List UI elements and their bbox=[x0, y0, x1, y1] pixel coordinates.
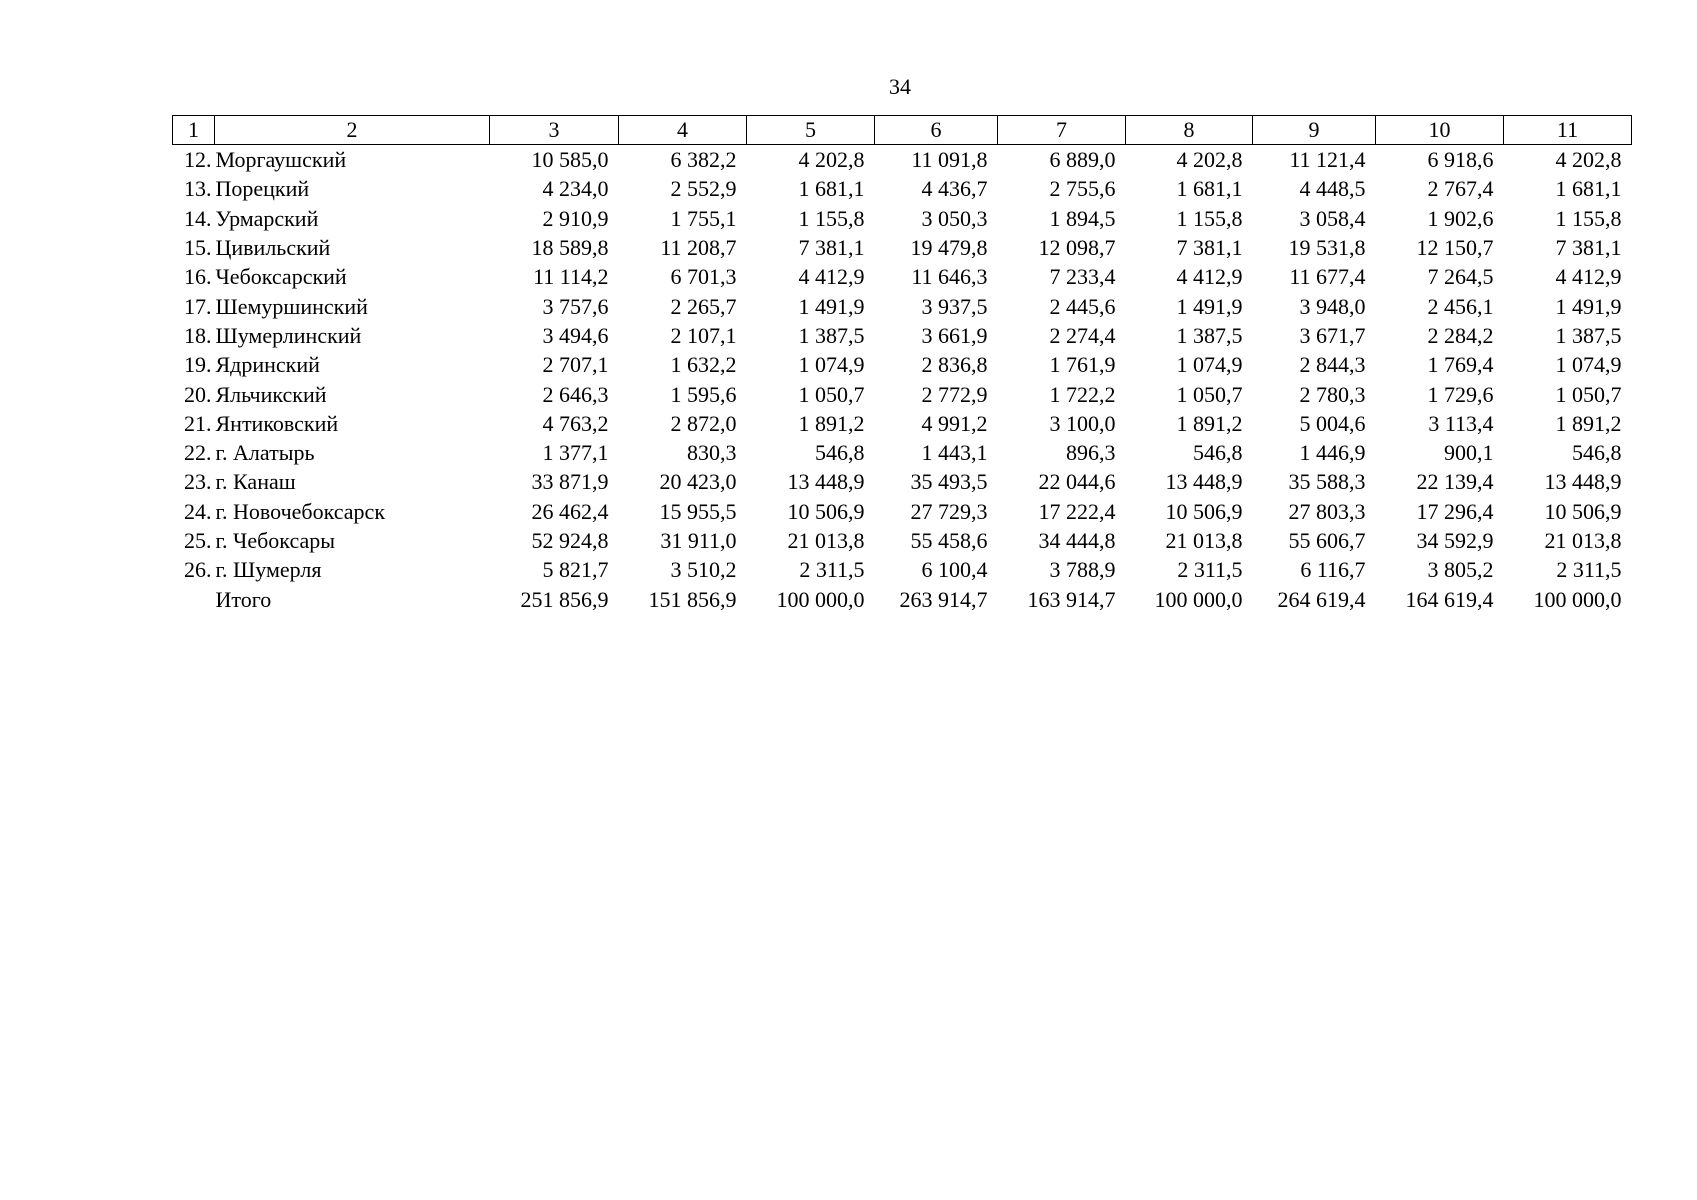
data-table bbox=[172, 115, 1632, 614]
value-cell: 100 000,0 bbox=[776, 586, 865, 612]
table-row bbox=[173, 467, 1632, 496]
value-cell: 1 891,2 bbox=[798, 410, 865, 436]
value-cell: 4 202,8 bbox=[1176, 147, 1243, 173]
value-cell: 3 510,2 bbox=[670, 557, 737, 583]
row-name: Янтиковский bbox=[215, 410, 339, 436]
table-row bbox=[173, 438, 1632, 467]
value-cell: 22 139,4 bbox=[1416, 469, 1494, 495]
value-cell: 2 311,5 bbox=[799, 557, 865, 583]
value-cell: 1 446,9 bbox=[1299, 440, 1366, 466]
row-number: 18. bbox=[184, 322, 212, 348]
value-cell: 2 265,7 bbox=[670, 293, 737, 319]
value-cell: 21 013,8 bbox=[1544, 528, 1622, 553]
header-cell: 3 bbox=[490, 116, 619, 145]
table-body bbox=[173, 145, 1632, 614]
table-row bbox=[173, 233, 1632, 262]
value-cell: 164 619,4 bbox=[1405, 586, 1494, 612]
value-cell: 1 681,1 bbox=[1555, 176, 1622, 202]
value-cell: 1 155,8 bbox=[1555, 205, 1622, 231]
value-cell: 2 872,0 bbox=[670, 410, 737, 436]
value-cell: 12 150,7 bbox=[1416, 235, 1494, 261]
value-cell: 26 462,4 bbox=[531, 498, 609, 524]
value-cell: 1 902,6 bbox=[1427, 205, 1494, 231]
header-cell: 6 bbox=[875, 116, 998, 145]
value-cell: 34 444,8 bbox=[1038, 528, 1116, 553]
row-name: Порецкий bbox=[215, 176, 310, 202]
row-name: Яльчикский bbox=[215, 381, 327, 407]
page-number: 34 bbox=[889, 74, 911, 99]
value-cell: 151 856,9 bbox=[648, 586, 737, 612]
value-cell: 7 381,1 bbox=[1176, 235, 1243, 261]
row-name: Итого bbox=[215, 586, 272, 612]
value-cell: 12 098,7 bbox=[1038, 235, 1116, 261]
value-cell: 1 074,9 bbox=[798, 352, 865, 378]
row-name: Ядринский bbox=[215, 352, 320, 378]
row-number: 12. bbox=[184, 147, 212, 173]
value-cell: 896,3 bbox=[1066, 440, 1116, 466]
value-cell: 11 208,7 bbox=[660, 235, 737, 261]
value-cell: 27 729,3 bbox=[910, 498, 988, 524]
table-row bbox=[173, 379, 1632, 408]
value-cell: 3 805,2 bbox=[1427, 557, 1494, 583]
table-row bbox=[173, 145, 1632, 175]
value-cell: 6 100,4 bbox=[921, 557, 988, 583]
value-cell: 20 423,0 bbox=[659, 469, 737, 495]
table-row bbox=[173, 555, 1632, 584]
value-cell: 2 910,9 bbox=[542, 205, 609, 231]
value-cell: 1 387,5 bbox=[1555, 322, 1622, 348]
value-cell: 1 681,1 bbox=[798, 176, 865, 202]
value-cell: 1 377,1 bbox=[542, 440, 609, 466]
value-cell: 1 722,2 bbox=[1049, 381, 1116, 407]
value-cell: 2 707,1 bbox=[542, 352, 609, 378]
row-name: Цивильский bbox=[215, 235, 331, 261]
header-cell: 1 bbox=[173, 116, 215, 145]
value-cell: 4 202,8 bbox=[798, 147, 865, 173]
value-cell: 546,8 bbox=[815, 440, 865, 466]
header-cell: 9 bbox=[1253, 116, 1376, 145]
value-cell: 1 443,1 bbox=[921, 440, 988, 466]
value-cell: 3 113,4 bbox=[1428, 410, 1494, 436]
value-cell: 1 595,6 bbox=[670, 381, 737, 407]
value-cell: 4 202,8 bbox=[1555, 147, 1622, 173]
header-cell: 11 bbox=[1504, 116, 1632, 145]
value-cell: 6 701,3 bbox=[670, 264, 737, 290]
value-cell: 27 803,3 bbox=[1288, 498, 1366, 524]
value-cell: 1 491,9 bbox=[1176, 293, 1243, 319]
value-cell: 3 671,7 bbox=[1299, 322, 1366, 348]
row-number bbox=[173, 584, 215, 613]
header-cell: 4 bbox=[619, 116, 747, 145]
value-cell: 52 924,8 bbox=[531, 528, 609, 553]
value-cell: 10 585,0 bbox=[531, 147, 609, 173]
value-cell: 2 456,1 bbox=[1427, 293, 1494, 319]
value-cell: 3 100,0 bbox=[1049, 410, 1116, 436]
value-cell: 11 091,8 bbox=[911, 147, 988, 173]
value-cell: 22 044,6 bbox=[1038, 469, 1116, 495]
value-cell: 13 448,9 bbox=[1544, 469, 1622, 495]
value-cell: 19 531,8 bbox=[1288, 235, 1366, 261]
value-cell: 2 755,6 bbox=[1049, 176, 1116, 202]
value-cell: 2 836,8 bbox=[921, 352, 988, 378]
row-number: 20. bbox=[184, 381, 212, 407]
value-cell: 2 311,5 bbox=[1556, 557, 1622, 583]
table-row bbox=[173, 174, 1632, 203]
table-header bbox=[173, 116, 1632, 145]
value-cell: 1 050,7 bbox=[1555, 381, 1622, 407]
value-cell: 4 412,9 bbox=[1176, 264, 1243, 290]
value-cell: 264 619,4 bbox=[1277, 586, 1366, 612]
header-cell: 2 bbox=[215, 116, 490, 145]
table-row bbox=[173, 409, 1632, 438]
table-row bbox=[173, 204, 1632, 233]
row-number: 24. bbox=[184, 498, 212, 524]
value-cell: 2 552,9 bbox=[670, 176, 737, 202]
value-cell: 1 155,8 bbox=[1176, 205, 1243, 231]
value-cell: 251 856,9 bbox=[520, 586, 609, 612]
value-cell: 13 448,9 bbox=[1165, 469, 1243, 495]
header-cell: 5 bbox=[747, 116, 875, 145]
value-cell: 15 955,5 bbox=[659, 498, 737, 524]
value-cell: 1 891,2 bbox=[1555, 410, 1622, 436]
value-cell: 10 506,9 bbox=[1544, 498, 1622, 524]
row-name: Моргаушский bbox=[215, 147, 347, 173]
value-cell: 5 821,7 bbox=[542, 557, 609, 583]
value-cell: 1 729,6 bbox=[1427, 381, 1494, 407]
value-cell: 21 013,8 bbox=[1165, 528, 1243, 553]
header-cell: 8 bbox=[1126, 116, 1253, 145]
row-number: 13. bbox=[184, 176, 212, 202]
value-cell: 100 000,0 bbox=[1154, 586, 1243, 612]
value-cell: 6 382,2 bbox=[670, 147, 737, 173]
total-row bbox=[173, 584, 1632, 613]
value-cell: 1 387,5 bbox=[1176, 322, 1243, 348]
value-cell: 2 274,4 bbox=[1049, 322, 1116, 348]
value-cell: 1 155,8 bbox=[798, 205, 865, 231]
value-cell: 7 233,4 bbox=[1049, 264, 1116, 290]
value-cell: 3 948,0 bbox=[1299, 293, 1366, 319]
value-cell: 55 606,7 bbox=[1288, 528, 1366, 553]
value-cell: 2 780,3 bbox=[1299, 381, 1366, 407]
value-cell: 3 757,6 bbox=[542, 293, 609, 319]
value-cell: 5 004,6 bbox=[1299, 410, 1366, 436]
row-name: г. Шумерля bbox=[215, 557, 322, 583]
value-cell: 1 050,7 bbox=[798, 381, 865, 407]
value-cell: 1 894,5 bbox=[1049, 205, 1116, 231]
row-name: г. Новочебоксарск bbox=[215, 498, 386, 524]
value-cell: 1 761,9 bbox=[1049, 352, 1116, 378]
value-cell: 6 116,7 bbox=[1300, 557, 1366, 583]
value-cell: 546,8 bbox=[1193, 440, 1243, 466]
row-name: Чебоксарский bbox=[215, 264, 347, 290]
value-cell: 7 381,1 bbox=[1555, 235, 1622, 261]
row-number: 14. bbox=[184, 205, 212, 231]
value-cell: 34 592,9 bbox=[1416, 528, 1494, 553]
value-cell: 19 479,8 bbox=[910, 235, 988, 261]
value-cell: 55 458,6 bbox=[910, 528, 988, 553]
value-cell: 33 871,9 bbox=[531, 469, 609, 495]
row-name: Шумерлинский bbox=[215, 322, 362, 348]
value-cell: 4 448,5 bbox=[1299, 176, 1366, 202]
row-name: Шемуршинский bbox=[215, 293, 368, 319]
value-cell: 1 755,1 bbox=[670, 205, 737, 231]
row-name: г. Канаш bbox=[215, 469, 296, 495]
value-cell: 31 911,0 bbox=[660, 528, 737, 553]
value-cell: 2 767,4 bbox=[1427, 176, 1494, 202]
value-cell: 10 506,9 bbox=[1165, 498, 1243, 524]
table-row bbox=[173, 526, 1632, 555]
value-cell: 4 412,9 bbox=[1555, 264, 1622, 290]
row-number: 15. bbox=[184, 235, 212, 261]
data-table-container bbox=[172, 115, 1631, 614]
row-number: 23. bbox=[184, 469, 212, 495]
value-cell: 1 891,2 bbox=[1176, 410, 1243, 436]
row-name: г. Алатырь bbox=[215, 440, 315, 466]
value-cell: 1 681,1 bbox=[1176, 176, 1243, 202]
value-cell: 1 491,9 bbox=[1555, 293, 1622, 319]
table-row bbox=[173, 321, 1632, 350]
value-cell: 4 412,9 bbox=[798, 264, 865, 290]
table-row bbox=[173, 497, 1632, 526]
value-cell: 1 074,9 bbox=[1176, 352, 1243, 378]
header-row bbox=[173, 116, 1632, 145]
header-cell: 10 bbox=[1376, 116, 1504, 145]
value-cell: 11 677,4 bbox=[1289, 264, 1366, 290]
value-cell: 4 991,2 bbox=[921, 410, 988, 436]
value-cell: 3 058,4 bbox=[1299, 205, 1366, 231]
value-cell: 546,8 bbox=[1572, 440, 1622, 466]
value-cell: 2 646,3 bbox=[542, 381, 609, 407]
value-cell: 1 050,7 bbox=[1176, 381, 1243, 407]
table-row bbox=[173, 291, 1632, 320]
value-cell: 17 296,4 bbox=[1416, 498, 1494, 524]
value-cell: 3 788,9 bbox=[1049, 557, 1116, 583]
value-cell: 3 661,9 bbox=[921, 322, 988, 348]
value-cell: 2 844,3 bbox=[1299, 352, 1366, 378]
value-cell: 17 222,4 bbox=[1038, 498, 1116, 524]
value-cell: 11 114,2 bbox=[533, 264, 609, 290]
value-cell: 3 494,6 bbox=[542, 322, 609, 348]
value-cell: 1 632,2 bbox=[670, 352, 737, 378]
value-cell: 7 381,1 bbox=[798, 235, 865, 261]
row-name: г. Чебоксары bbox=[215, 528, 336, 553]
value-cell: 6 889,0 bbox=[1049, 147, 1116, 173]
value-cell: 6 918,6 bbox=[1427, 147, 1494, 173]
header-cell: 7 bbox=[998, 116, 1126, 145]
value-cell: 1 491,9 bbox=[798, 293, 865, 319]
row-number: 19. bbox=[184, 352, 212, 378]
value-cell: 2 445,6 bbox=[1049, 293, 1116, 319]
value-cell: 21 013,8 bbox=[787, 528, 865, 553]
value-cell: 4 436,7 bbox=[921, 176, 988, 202]
row-number: 26. bbox=[184, 557, 212, 583]
value-cell: 2 284,2 bbox=[1427, 322, 1494, 348]
row-number: 16. bbox=[184, 264, 212, 290]
table-row bbox=[173, 262, 1632, 291]
row-number: 25. bbox=[184, 528, 212, 553]
value-cell: 35 588,3 bbox=[1288, 469, 1366, 495]
value-cell: 11 121,4 bbox=[1289, 147, 1366, 173]
row-number: 17. bbox=[184, 293, 212, 319]
value-cell: 35 493,5 bbox=[910, 469, 988, 495]
row-number: 22. bbox=[184, 440, 212, 466]
value-cell: 1 074,9 bbox=[1555, 352, 1622, 378]
value-cell: 2 107,1 bbox=[670, 322, 737, 348]
value-cell: 18 589,8 bbox=[531, 235, 609, 261]
row-name: Урмарский bbox=[215, 205, 319, 231]
value-cell: 100 000,0 bbox=[1533, 586, 1622, 612]
value-cell: 3 050,3 bbox=[921, 205, 988, 231]
value-cell: 11 646,3 bbox=[911, 264, 988, 290]
value-cell: 4 234,0 bbox=[542, 176, 609, 202]
value-cell: 900,1 bbox=[1444, 440, 1494, 466]
value-cell: 263 914,7 bbox=[899, 586, 988, 612]
row-number: 21. bbox=[184, 410, 212, 436]
value-cell: 7 264,5 bbox=[1427, 264, 1494, 290]
value-cell: 13 448,9 bbox=[787, 469, 865, 495]
value-cell: 4 763,2 bbox=[542, 410, 609, 436]
table-row bbox=[173, 350, 1632, 379]
value-cell: 1 387,5 bbox=[798, 322, 865, 348]
value-cell: 2 311,5 bbox=[1177, 557, 1243, 583]
value-cell: 1 769,4 bbox=[1427, 352, 1494, 378]
value-cell: 830,3 bbox=[687, 440, 737, 466]
value-cell: 10 506,9 bbox=[787, 498, 865, 524]
value-cell: 3 937,5 bbox=[921, 293, 988, 319]
value-cell: 163 914,7 bbox=[1027, 586, 1116, 612]
value-cell: 2 772,9 bbox=[921, 381, 988, 407]
